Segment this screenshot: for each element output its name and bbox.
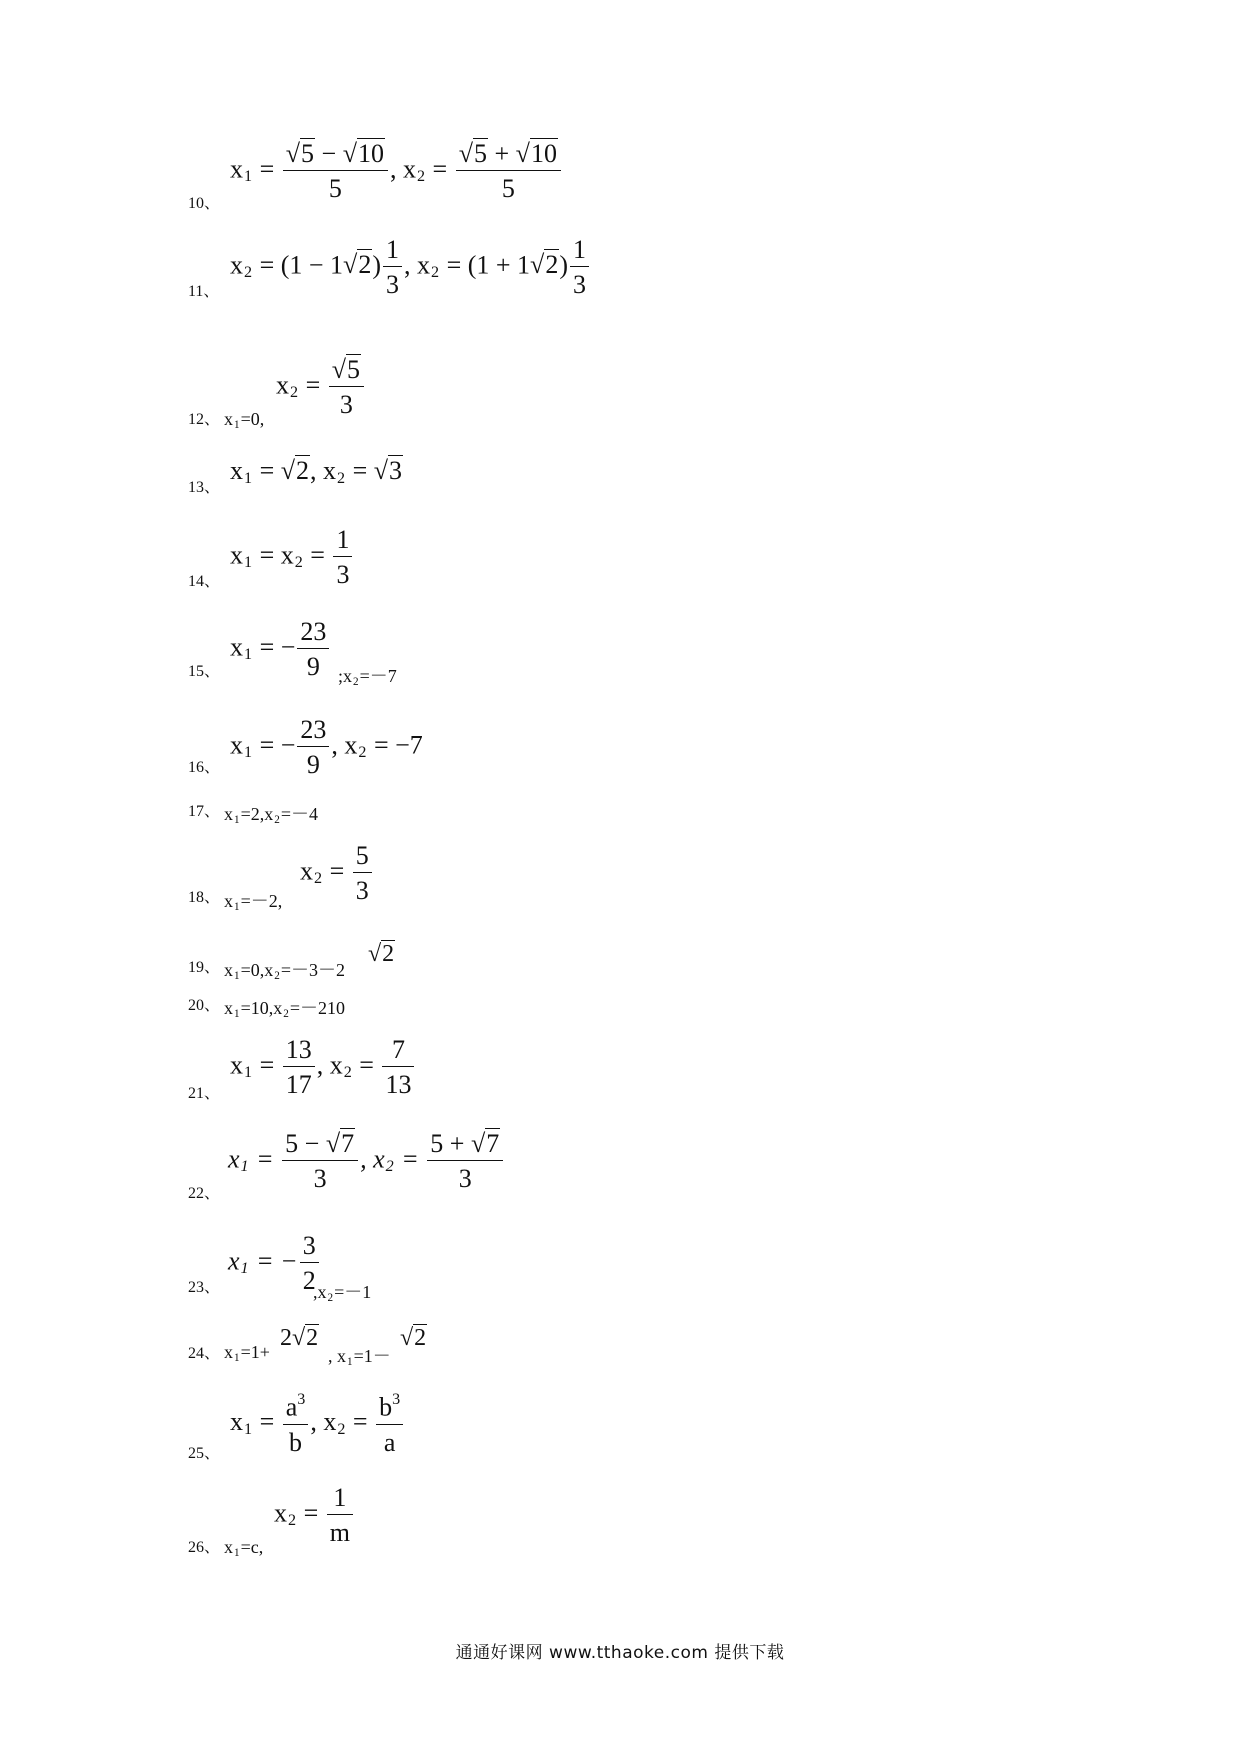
- answer-text: $x_1=2,x_2=-4$: [224, 804, 318, 826]
- answer-16: [188, 716, 888, 786]
- item-number: 12、: [188, 411, 221, 428]
- equation: $x_1$ = $\frac{5 - √7}{3}$ , $x_2$ = $\frac{5 + √7}{3}$: [228, 1130, 505, 1193]
- answer-14: [188, 526, 888, 596]
- equation: $x_1$ = $\frac{a^3}{b}$ , $x_2$ = $\frac{b^3}{a}$: [230, 1392, 405, 1456]
- item-number: 20、: [188, 997, 221, 1014]
- page-footer: 通通好课网 www.tthaoke.com 提供下载: [455, 1643, 785, 1663]
- answer-18: [188, 842, 888, 912]
- item-number: 10、: [188, 195, 221, 212]
- item-number: 18、: [188, 889, 221, 906]
- item-number: 11、: [188, 283, 220, 300]
- answer-12: [188, 355, 888, 431]
- answer-text-2: , $x_1=1-$: [328, 1346, 391, 1368]
- item-number: 15、: [188, 663, 221, 680]
- tail-text: $,x_2=-1$: [313, 1282, 372, 1304]
- equation: $x_1$ = $\frac{√5 - √10}{5}$ , $x_2$ = $\frac{√5 + √10}{5}$: [230, 140, 563, 203]
- item-number: 21、: [188, 1085, 221, 1102]
- equation: $x_1$ = $\frac{13}{17}$ , $x_2$ = $\frac{7}{13}$: [230, 1036, 416, 1099]
- answer-23: [188, 1232, 888, 1302]
- equation: $x_2$ = $\frac{1}{m}$: [274, 1484, 355, 1547]
- answer-text: $x_1=1+$: [224, 1342, 270, 1364]
- answer-17: [188, 800, 888, 824]
- answer-text: $x_1=0,x_2=-3-2$: [224, 960, 345, 982]
- answer-25: [188, 1392, 888, 1462]
- item-number: 13、: [188, 479, 221, 496]
- prefix-text: $x_1=0$,: [224, 409, 265, 431]
- fraction: $\frac{√5 - √10}{5}$: [283, 140, 388, 203]
- equation: $x_2 = (1 - 1√2)$ $\frac{1}{3}$ , $x_2 = (1 + 1√2)$ $\frac{1}{3}$: [230, 236, 591, 299]
- item-number: 25、: [188, 1445, 221, 1462]
- equation: $x_1$ = − $\frac{3}{2}$: [228, 1232, 321, 1295]
- sqrt-2: √2: [400, 1325, 427, 1351]
- answer-20: [188, 994, 888, 1018]
- tail-text: $;x_2=-7$: [338, 666, 397, 688]
- answer-11: [188, 236, 888, 306]
- item-number: 23、: [188, 1279, 221, 1296]
- answer-13: [188, 458, 888, 528]
- answer-22: [188, 1130, 888, 1200]
- item-number: 22、: [188, 1185, 221, 1202]
- prefix-text: $x_1=c$,: [224, 1537, 264, 1559]
- equation: $x_1$ = − $\frac{23}{9}$ , $x_2 = -7$: [230, 715, 423, 780]
- item-number: 17、: [188, 803, 221, 820]
- equation: $x_2$ = $\frac{5}{3}$: [300, 842, 374, 905]
- item-number: 16、: [188, 759, 221, 776]
- item-number: 14、: [188, 573, 221, 590]
- prefix-text: $x_1=-2$,: [224, 891, 283, 913]
- item-number: 24、: [188, 1345, 221, 1362]
- equation: $x_1 = x_2$ = $\frac{1}{3}$: [230, 526, 354, 589]
- item-number: 26、: [188, 1539, 221, 1556]
- answer-15: [188, 618, 888, 688]
- item-number: 19、: [188, 959, 221, 976]
- equation: $x_1 = √2$, $x_2 = √3$: [230, 456, 403, 488]
- answer-19: [188, 941, 888, 982]
- sqrt-2: √2: [368, 941, 395, 967]
- answer-text: $x_1=10,x_2=-210$: [224, 998, 345, 1020]
- fraction: $\frac{√5 + √10}{5}$: [456, 140, 561, 203]
- equation: $x_1$ = − $\frac{23}{9}$: [230, 618, 331, 681]
- answer-21: [188, 1036, 888, 1106]
- answer-24: [188, 1325, 888, 1368]
- answer-26: [188, 1483, 888, 1559]
- answer-10: [188, 140, 888, 210]
- equation: $x_2$ = $\frac{√5}{3}$: [276, 356, 366, 419]
- two-sqrt-2: 2√2: [280, 1325, 319, 1351]
